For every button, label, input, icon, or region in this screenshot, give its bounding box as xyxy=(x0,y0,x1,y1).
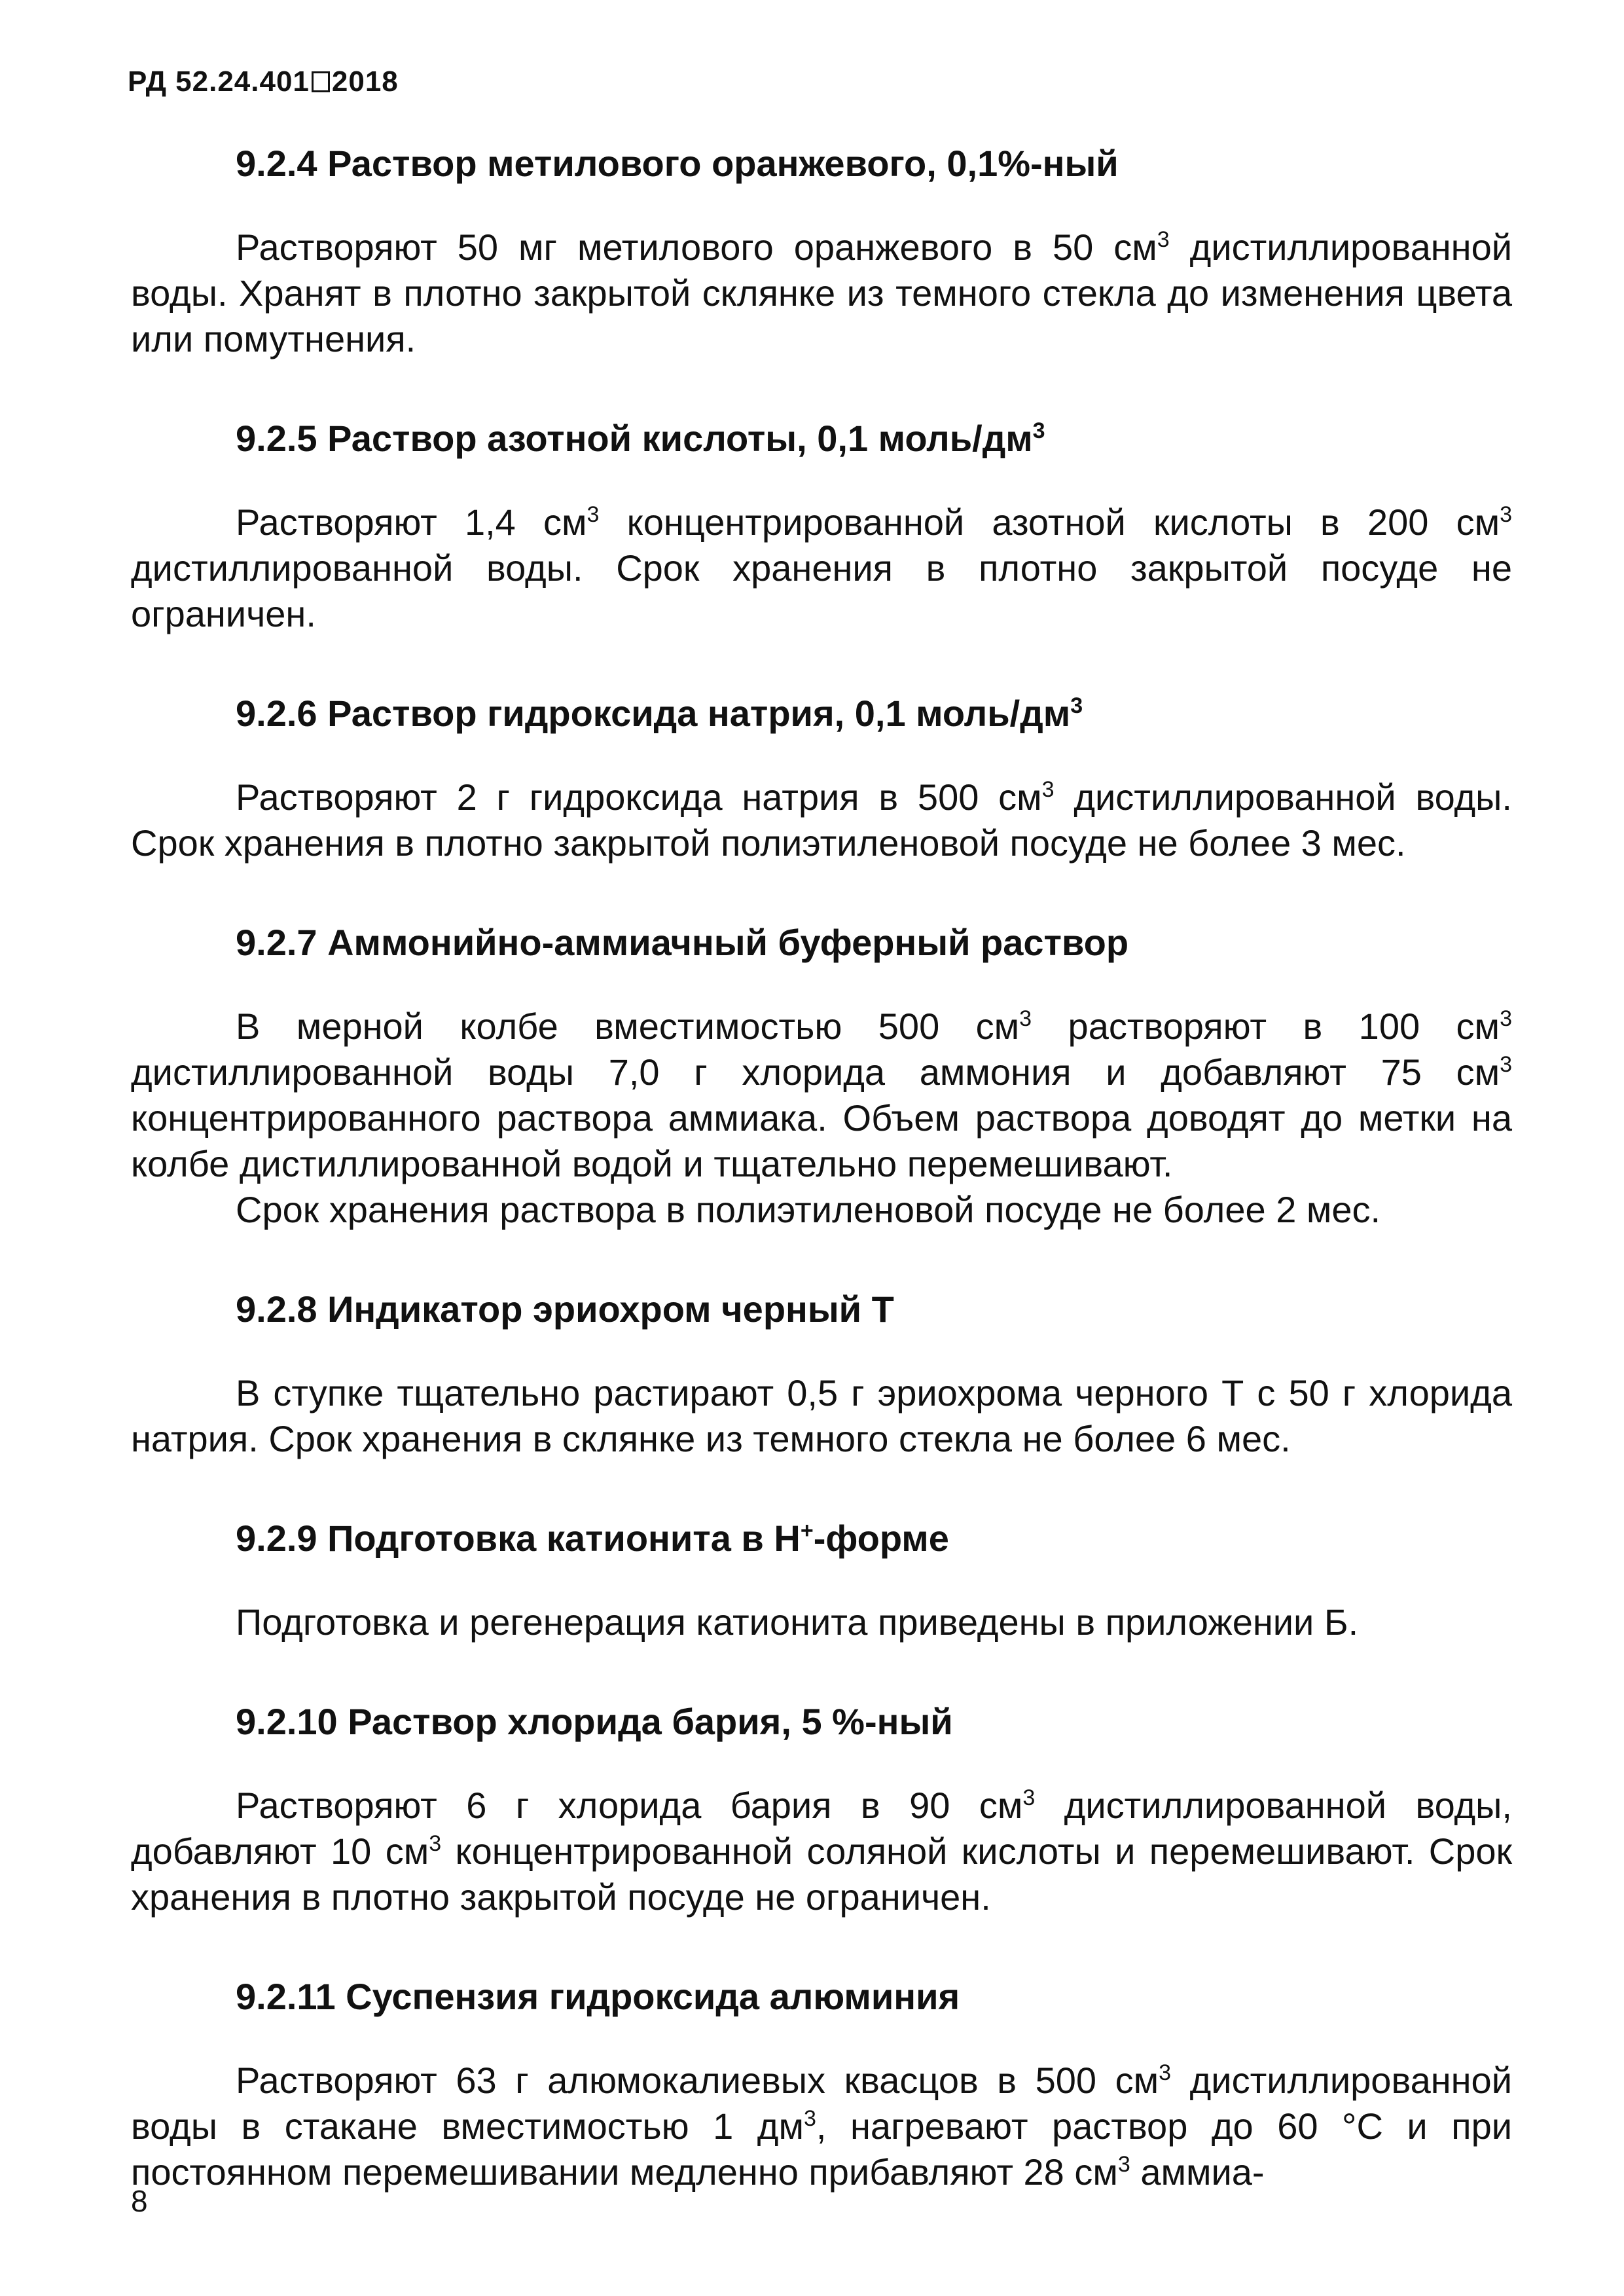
superscript: 3 xyxy=(1117,2152,1130,2177)
section-paragraph: Растворяют 1,4 $см^3$ концентрированной азотной кислоты в 200 $см^3$ дистиллированной воды. Срок хранения в плотно закрытой посуде не ограничен. xyxy=(131,501,1512,634)
section-9-2-8 xyxy=(131,1286,1512,1462)
section-title: 9.2.9 Подготовка катионита в H+-форме xyxy=(236,1518,949,1559)
section-9-2-9 xyxy=(131,1516,1512,1645)
section-9-2-11 xyxy=(131,1974,1512,2195)
section-title: 9.2.5 Раствор азотной кислоты, 0,1 моль/$дм^3$ xyxy=(236,418,1045,459)
section-paragraph: Растворяют 63 г алюмокалиевых квасцов в 500 $см^3$ дистиллированной воды в стакане вместимостью 1 $дм^3$, нагревают раствор до 60 °C и при постоянном перемешивании медленно прибавляют 28 $см^3$ аммиа- xyxy=(131,2060,1512,2193)
section-9-2-6 xyxy=(131,691,1512,866)
superscript: 3 xyxy=(803,2106,816,2131)
section-title: 9.2.7 Аммонийно-аммиачный буферный раствор xyxy=(236,922,1129,963)
section-paragraph: Подготовка и регенерация катионита приведены в приложении Б. xyxy=(236,1601,1359,1643)
superscript: 3 xyxy=(586,502,600,527)
section-9-2-5 xyxy=(131,416,1512,637)
document-code-prefix: РД 52.24.401 xyxy=(128,65,310,98)
document-code xyxy=(128,65,399,98)
section-title: 9.2.10 Раствор хлорида бария, 5 %-ный xyxy=(236,1701,953,1742)
section-paragraph: Растворяют 2 г гидроксида натрия в 500 $см^3$ дистиллированной воды. Срок хранения в плотно закрытой полиэтиленовой посуде не более 3 мес. xyxy=(131,776,1512,864)
superscript: 3 xyxy=(1500,1052,1512,1077)
section-title: 9.2.8 Индикатор эриохром черный Т xyxy=(236,1288,894,1330)
superscript: 3 xyxy=(1500,502,1512,527)
document-code-year: 2018 xyxy=(331,65,399,98)
superscript: 3 xyxy=(1070,693,1083,718)
section-title: 9.2.11 Суспензия гидроксида алюминия xyxy=(236,1976,960,2017)
section-paragraph: Растворяют 50 мг метилового оранжевого в 50 $см^3$ дистиллированной воды. Хранят в плотно закрытой склянке из темного стекла до изменения цвета или помутнения. xyxy=(131,227,1512,359)
document-body xyxy=(131,141,1512,2249)
superscript: 3 xyxy=(1500,1006,1512,1031)
section-paragraph: Срок хранения раствора в полиэтиленовой посуде не более 2 мес. xyxy=(236,1189,1381,1230)
section-9-2-10 xyxy=(131,1699,1512,1920)
separator-box-icon xyxy=(312,71,330,92)
superscript: 3 xyxy=(1032,418,1045,443)
superscript: 3 xyxy=(1157,227,1170,252)
superscript: 3 xyxy=(1159,2060,1172,2085)
page-number: 8 xyxy=(131,2184,148,2218)
section-paragraph: В мерной колбе вместимостью 500 $см^3$ растворяют в 100 $см^3$ дистиллированной воды 7,0 г хлорида аммония и добавляют 75 $см^3$ концентрированного раствора аммиака. Объем раствора доводят до метки на колбе дистиллированной водой и тщательно перемешивают. xyxy=(131,1006,1512,1184)
section-title: 9.2.4 Раствор метилового оранжевого, 0,1%-ный xyxy=(236,143,1119,184)
section-9-2-4 xyxy=(131,141,1512,362)
superscript: 3 xyxy=(429,1831,442,1856)
superscript: 3 xyxy=(1019,1006,1032,1031)
section-9-2-7 xyxy=(131,920,1512,1233)
superscript: + xyxy=(800,1518,814,1543)
section-title: 9.2.6 Раствор гидроксида натрия, 0,1 моль/$дм^3$ xyxy=(236,693,1083,734)
superscript: 3 xyxy=(1041,777,1055,802)
section-paragraph: В ступке тщательно растирают 0,5 г эриохрома черного Т с 50 г хлорида натрия. Срок хранения в склянке из темного стекла не более 6 мес. xyxy=(131,1372,1512,1459)
superscript: 3 xyxy=(1022,1785,1036,1810)
section-paragraph: Растворяют 6 г хлорида бария в 90 $см^3$ дистиллированной воды, добавляют 10 $см^3$ концентрированной соляной кислоты и перемешивают. Срок хранения в плотно закрытой посуде не ограничен. xyxy=(131,1785,1513,1918)
